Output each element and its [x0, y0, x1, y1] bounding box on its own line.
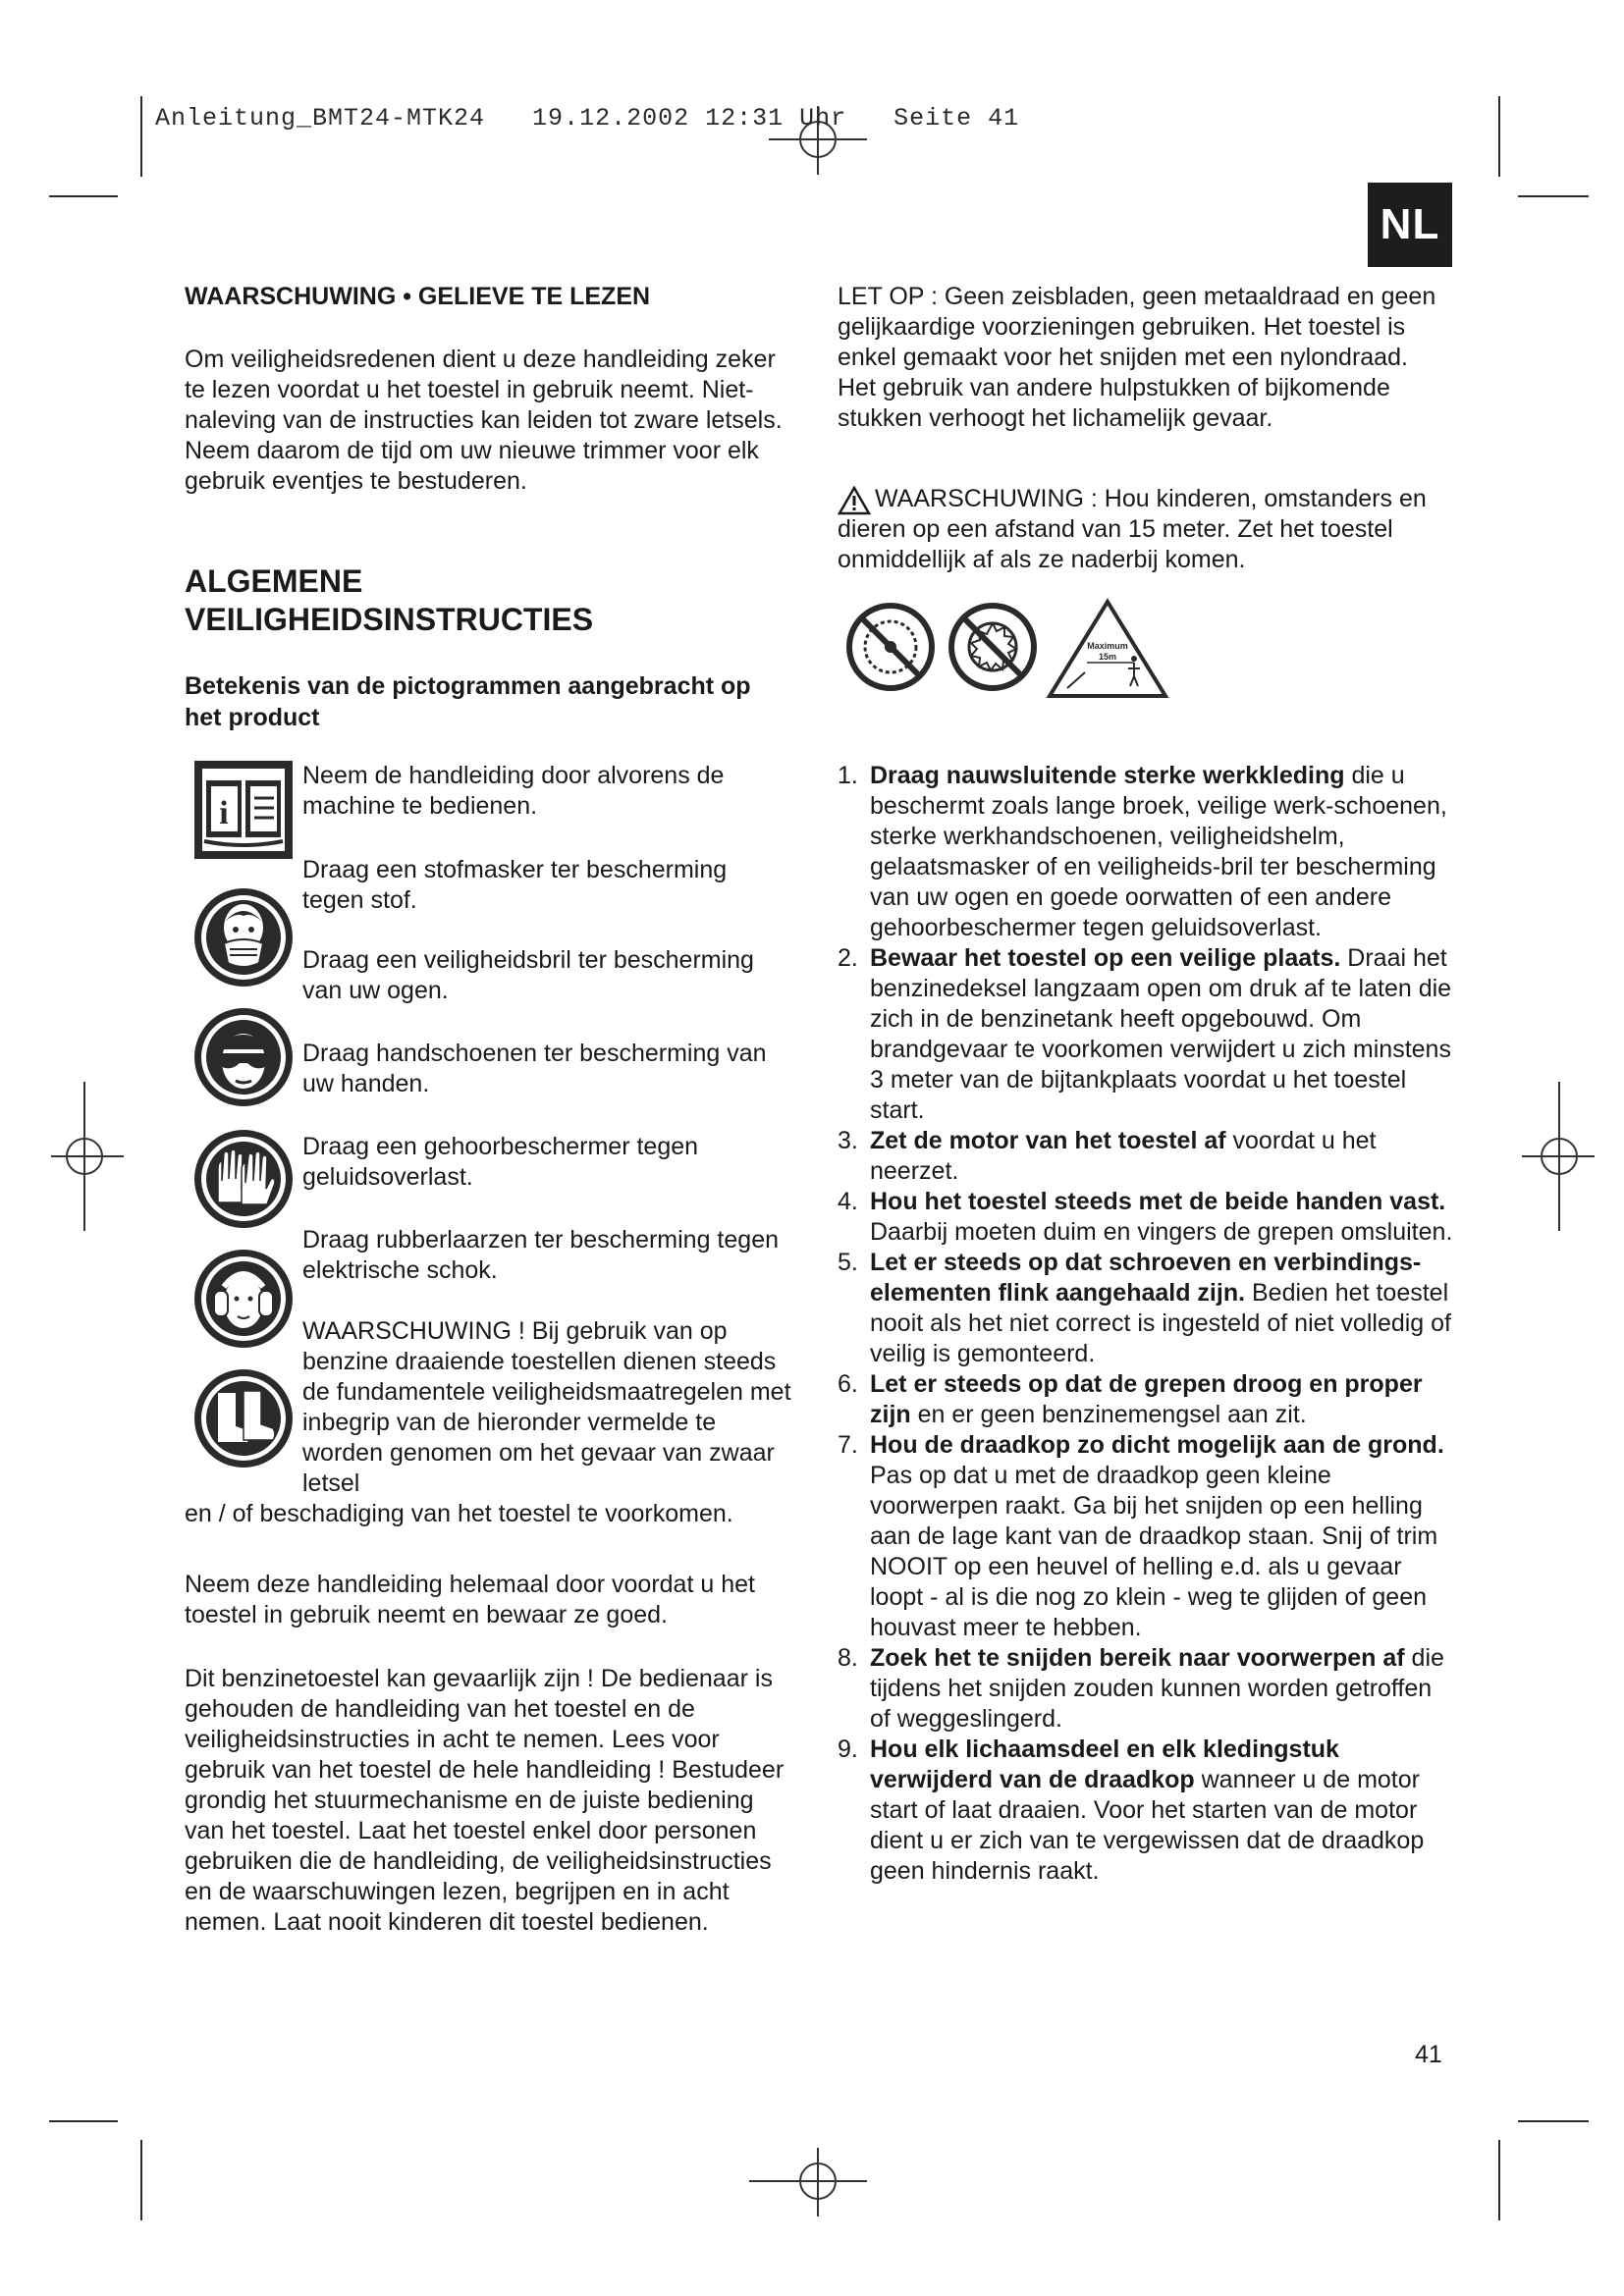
distance-sign-label-maximum: Maximum	[1087, 641, 1128, 651]
crop-mark	[140, 96, 142, 177]
rule-lead: Hou het toestel steeds met de beide handen vast.	[870, 1188, 1446, 1215]
rule-number: 9.	[838, 1735, 858, 1763]
pictogram-text-dust-mask: Draag een stofmasker ter bescherming tegen stof.	[302, 856, 728, 914]
rule-number: 3.	[838, 1127, 858, 1154]
rule-number: 7.	[838, 1431, 858, 1459]
safety-rules-list	[838, 761, 1456, 1887]
safety-rule	[838, 1187, 1456, 1248]
pictogram-text-boots: Draag rubberlaarzen ter bescherming tegen elektrische schok.	[302, 1226, 779, 1284]
rule-text: die tijdens het snijden zouden kunnen worden getroffen of weggeslingerd.	[870, 1644, 1444, 1733]
safety-rule	[838, 1369, 1456, 1430]
rule-text: die u beschermt zoals lange broek, veilige werk-schoenen, sterke werkhandschoenen, veiligheidshelm, gelaatsmasker of en veiligheids-bril ter bescherming van uw ogen en goede oorwatten of een andere gehoorbeschermer tegen geluidsoverlast.	[870, 762, 1447, 941]
print-header-stamp: Anleitung_BMT24-MTK24 19.12.2002 12:31 Uhr Seite 41	[155, 104, 1020, 133]
pictogram-text-goggles: Draag een veiligheidsbril ter bescherming van uw ogen.	[302, 946, 754, 1004]
rule-lead: Zet de motor van het toestel af	[870, 1127, 1226, 1154]
warning-title: WAARSCHUWING • GELIEVE TE LEZEN	[185, 283, 651, 310]
registration-mark-bottom	[744, 2140, 872, 2218]
crop-mark	[1518, 2120, 1589, 2122]
rule-number: 8.	[838, 1644, 858, 1672]
language-badge: NL	[1368, 183, 1452, 267]
pictograms-title: Betekenis van de pictogrammen aangebracht op het product	[185, 672, 751, 731]
registration-mark-right	[1520, 1078, 1598, 1235]
registration-mark-left	[47, 1078, 126, 1235]
rule-text: voordat u het neerzet.	[870, 1127, 1377, 1185]
crop-mark	[1518, 195, 1589, 197]
section-title-line-2: VEILIGHEIDSINSTRUCTIES	[185, 602, 594, 637]
crop-mark	[1498, 2140, 1500, 2220]
rule-number: 6.	[838, 1370, 858, 1398]
rule-number: 5.	[838, 1249, 858, 1276]
svg-text:i: i	[219, 795, 229, 831]
safety-rule	[838, 1430, 1456, 1643]
pictogram-text-manual: Neem de handleiding door alvorens de machine te bedienen.	[302, 762, 725, 820]
safety-rule	[838, 1643, 1456, 1735]
rule-lead: Draag nauwsluitende sterke werkkleding	[870, 762, 1345, 789]
no-metal-blade-icon	[947, 602, 1038, 692]
pictogram-warning-text: WAARSCHUWING ! Bij gebruik van op benzine draaiende toestellen dienen steeds de fundamentele veiligheidsmaatregelen met inbegrip van de hieronder vermelde te worden genomen om het gevaar van zwaar letsel	[302, 1317, 791, 1497]
rule-lead: Hou de draadkop zo dicht mogelijk aan de grond.	[870, 1431, 1444, 1459]
section-title-line-1: ALGEMENE	[185, 563, 363, 599]
crop-mark	[140, 2140, 142, 2220]
safety-rule	[838, 761, 1456, 943]
rule-lead: Hou elk lichaamsdeel en elk kledingstuk verwijderd van de draadkop	[870, 1735, 1339, 1793]
left-column	[185, 278, 795, 1986]
safety-rule	[838, 1126, 1456, 1187]
rubber-boots-icon	[192, 1367, 295, 1469]
gloves-icon	[192, 1128, 295, 1230]
rule-lead: Bewaar het toestel op een veilige plaats.	[870, 944, 1341, 972]
crop-mark	[1498, 96, 1500, 177]
safety-rule	[838, 1248, 1456, 1369]
rule-lead: Let er steeds op dat de grepen droog en proper zijn	[870, 1370, 1423, 1428]
rule-text: Bedien het toestel nooit als het niet correct is ingesteld of niet volledig of veilig is gemonteerd.	[870, 1279, 1452, 1367]
crop-mark	[49, 2120, 118, 2122]
no-blade-icon	[845, 602, 936, 692]
safety-goggles-icon	[192, 1006, 295, 1108]
rule-number: 2.	[838, 944, 858, 972]
warning-body: Om veiligheidsredenen dient u deze handleiding zeker te lezen voordat u het toestel in gebruik neemt. Niet-naleving van de instructies kan leiden tot zware letsels. Neem daarom de tijd om uw nieuwe trimmer voor elk gebruik eventjes te bestuderen.	[185, 346, 783, 495]
rule-lead: Zoek het te snijden bereik naar voorwerpen af	[870, 1644, 1405, 1672]
right-column	[838, 278, 1451, 1986]
rule-number: 1.	[838, 762, 858, 789]
rule-text: Daarbij moeten duim en vingers de grepen omsluiten.	[870, 1218, 1453, 1246]
ear-protection-icon	[192, 1248, 295, 1350]
danger-paragraph: Dit benzinetoestel kan gevaarlijk zijn ! De bedienaar is gehouden de handleiding van het toestel en de veiligheidsinstructies in acht te nemen. Lees voor gebruik van het toestel de hele handleiding ! Bestudeer grondig het stuurmechanisme en de juiste bediening van het toestel. Laat het toestel enkel door personen gebruiken die de handleiding, de veiligheidsinstructies en de waarschuwingen lezen, begrijpen en in acht nemen. Laat nooit kinderen dit toestel bedienen.	[185, 1665, 785, 1936]
distance-sign-label-15m: 15m	[1098, 652, 1117, 662]
pictogram-text-ear-protection: Draag een gehoorbeschermer tegen geluidsoverlast.	[302, 1133, 699, 1191]
read-manual-paragraph: Neem deze handleiding helemaal door voordat u het toestel in gebruik neemt en bewaar ze goed.	[185, 1571, 755, 1629]
rule-text: Pas op dat u met de draadkop geen kleine voorwerpen raakt. Ga bij het snijden op een helling aan de lage kant van de draadkop staan. Snij of trim NOOIT op een heuvel of helling e.d. als u gevaar loopt - al is die nog zo klein - weg te glijden of geen houvast meer te hebben.	[870, 1462, 1438, 1641]
rule-number: 4.	[838, 1188, 858, 1215]
crop-mark	[49, 195, 118, 197]
dust-mask-icon	[192, 886, 295, 988]
rule-text: en er geen benzinemengsel aan zit.	[910, 1401, 1307, 1428]
page-number: 41	[1415, 2041, 1442, 2068]
safety-rule	[838, 943, 1456, 1126]
pictogram-text-gloves: Draag handschoenen ter bescherming van uw handen.	[302, 1040, 767, 1097]
distance-warning-paragraph: WAARSCHUWING : Hou kinderen, omstanders en dieren op een afstand van 15 meter. Zet het toestel onmiddellijk af als ze naderbij komen.	[838, 485, 1427, 573]
distance-15m-icon	[1046, 598, 1169, 700]
rule-text: Draai het benzinedeksel langzaam open om druk af te laten die zich in de benzinetank heeft opgebouwd. Om brandgevaar te voorkomen verwijdert u zich minstens 3 meter van de bijtankplaats voordat u het toestel start.	[870, 944, 1452, 1124]
manual-book-icon	[192, 759, 295, 861]
rule-lead: Let er steeds op dat schroeven en verbindings-elementen flink aangehaald zijn.	[870, 1249, 1422, 1307]
rule-text: wanneer u de motor start of laat draaien. Voor het starten van de motor dient u er zich van te vergewissen dat de draadkop geen hindernis raakt.	[870, 1766, 1425, 1885]
pictogram-warning-tail: en / of beschadiging van het toestel te voorkomen.	[185, 1500, 733, 1527]
letop-paragraph: LET OP : Geen zeisbladen, geen metaaldraad en geen gelijkaardige voorzieningen gebruiken. Het toestel is enkel gemaakt voor het snijden met een nylondraad. Het gebruik van andere hulpstukken of bijkomende stukken verhoogt het lichamelijk gevaar.	[838, 283, 1436, 432]
safety-rule	[838, 1735, 1456, 1887]
